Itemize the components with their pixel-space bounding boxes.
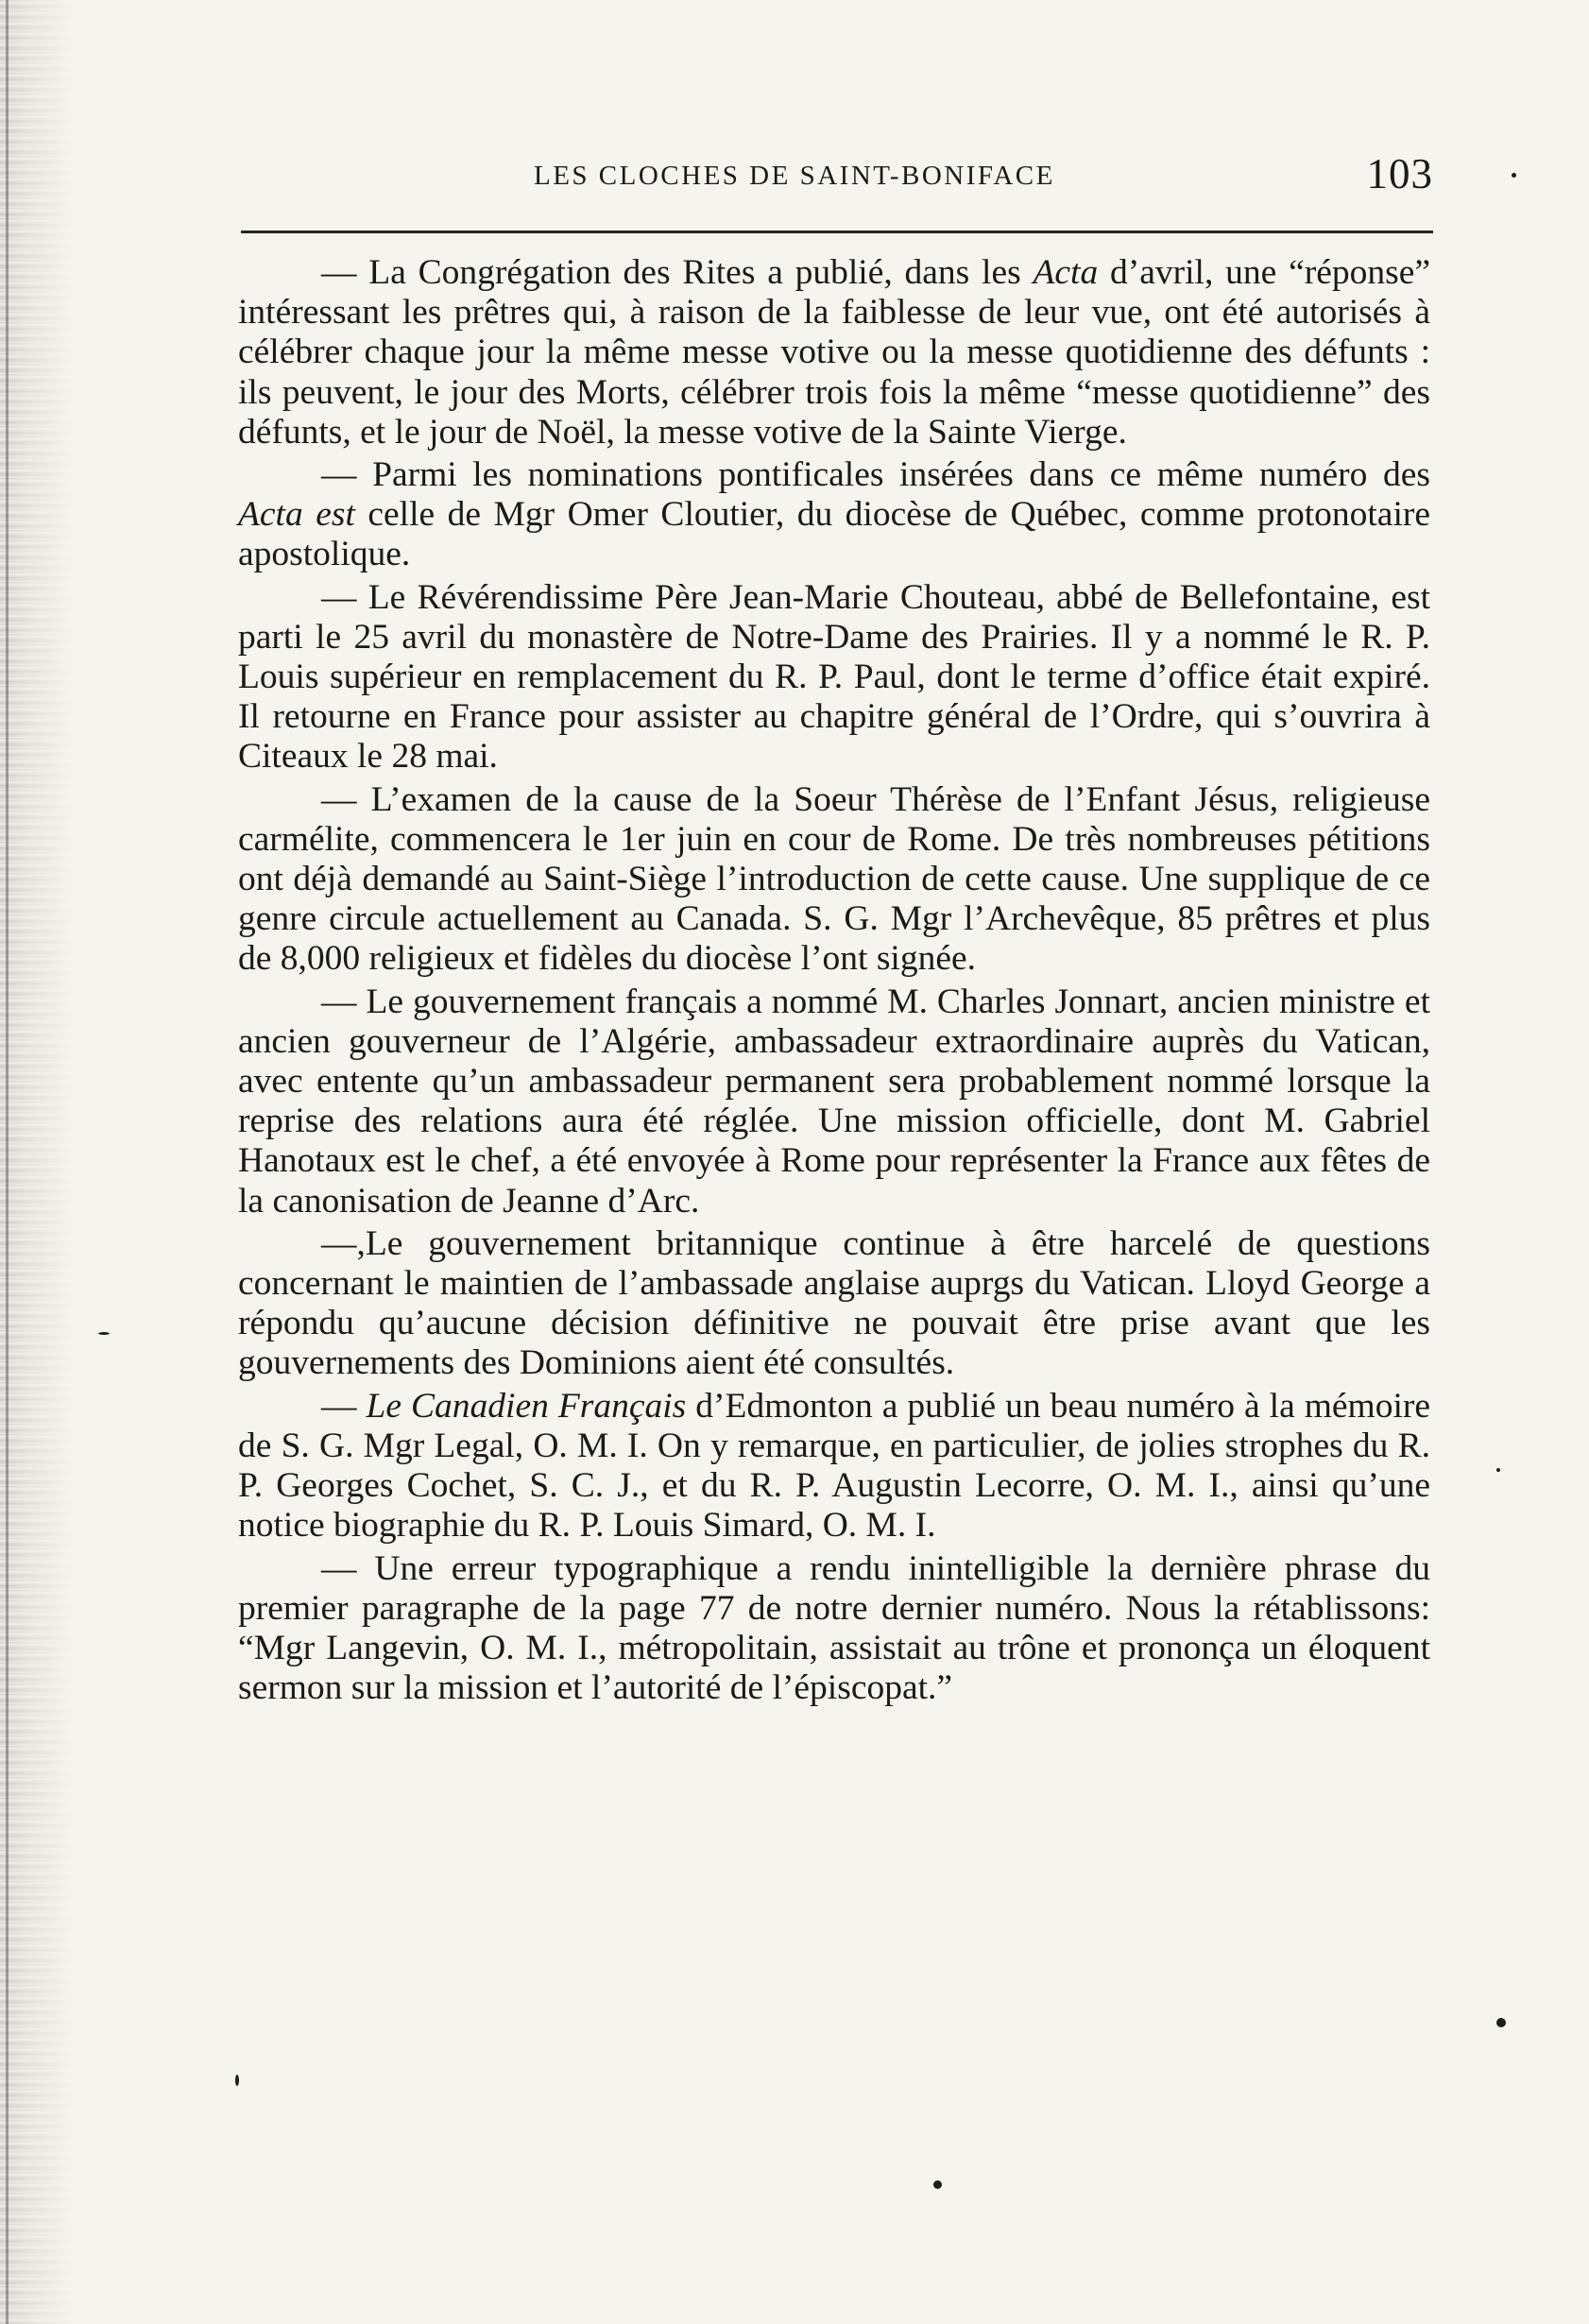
page-header <box>241 149 1433 206</box>
body-text <box>238 253 1430 1711</box>
text-run: celle de Mgr Omer Cloutier, du diocèse de Québec, comme protonotaire apostolique. <box>238 495 1430 574</box>
ink-speck <box>235 2075 239 2086</box>
text-run: — <box>321 1386 367 1426</box>
scan-binding-line <box>6 0 9 2324</box>
italic-text: Le Canadien Français <box>366 1386 687 1426</box>
paragraph <box>238 578 1430 778</box>
page-number: 103 <box>1366 150 1433 197</box>
paragraph <box>238 253 1430 453</box>
text-run: — Parmi les nominations pontificales insérées dans ce même numéro des <box>321 455 1430 495</box>
ink-speck <box>1496 1468 1500 1472</box>
ink-speck <box>1512 173 1516 178</box>
text-run: — Le Révérendissime Père Jean-Marie Chouteau, abbé de Bellefontaine, est parti le 25 avril du monastère de Notre-Dame des Prairies. Il y a nommé le R. P. Louis supérieur en remplacement du R. P. Paul, dont le terme d’office était expiré. Il retourne en France pour assister au chapitre général de l’Ordre, qui s’ouvrira à Citeaux le 28 mai. <box>238 577 1430 777</box>
text-run: d’avril, une “réponse” intéressant les prêtres qui, à raison de la faiblesse de leur vue, ont été autorisés à célébrer chaque jour la même messe votive ou la messe quotidienne des défunts : ils peuvent, le jour des Morts, célébrer trois fois la même “messe quotidienne” des défunts, et le jour de Noël, la messe votive de la Sainte Vierge. <box>238 253 1430 452</box>
paragraph <box>238 1224 1430 1384</box>
italic-text: Acta est <box>238 495 355 535</box>
header-rule <box>241 231 1433 233</box>
ink-speck <box>98 1332 110 1335</box>
text-run: — L’examen de la cause de la Soeur Thérèse de l’Enfant Jésus, religieuse carmélite, commencera le 1er juin en cour de Rome. De très nombreuses pétitions ont déjà demandé au Saint-Siège l’introduction de cette cause. Une supplique de ce genre circule actuellement au Canada. S. G. Mgr l’Archevêque, 85 prêtres et plus de 8,000 religieux et fidèles du diocèse l’ont signée. <box>238 779 1430 979</box>
paragraph <box>238 1549 1430 1709</box>
ink-speck <box>933 2180 942 2189</box>
paragraph <box>238 455 1430 575</box>
italic-text: Acta <box>1033 253 1099 292</box>
paragraph <box>238 1387 1430 1546</box>
paragraph <box>238 780 1430 980</box>
text-run: — La Congrégation des Rites a publié, dans les <box>321 253 1034 292</box>
text-run: d’Edmonton a publié un beau numéro à la mémoire de S. G. Mgr Legal, O. M. I. On y remarque, en particulier, de jolies strophes du R. P. Georges Cochet, S. C. J., et du R. P. Augustin Lecorre, O. M. I., ainsi qu’une notice biographie du R. P. Louis Simard, O. M. I. <box>238 1386 1431 1546</box>
ink-speck <box>1496 2018 1506 2027</box>
scan-binding-edge <box>0 0 76 2324</box>
text-run: —,Le gouvernement britannique continue à être harcelé de questions concernant le maintien de l’ambassade anglaise auprgs du Vatican. Lloyd George a répondu qu’aucune décision définitive ne pouvait être prise avant que les gouvernements des Dominions aient été consultés. <box>238 1223 1430 1383</box>
text-run: — Une erreur typographique a rendu inintelligible la dernière phrase du premier paragraphe de la page 77 de notre dernier numéro. Nous la rétablissons: “Mgr Langevin, O. M. I., métropolitain, assistait au trône et prononça un éloquent sermon sur la mission et l’autorité de l’épiscopat.” <box>238 1548 1430 1708</box>
text-run: — Le gouvernement français a nommé M. Charles Jonnart, ancien ministre et ancien gouverneur de l’Algérie, ambassadeur extraordinaire auprès du Vatican, avec entente qu’un ambassadeur permanent sera probablement nommé lorsque la reprise des relations aura été réglée. Une mission officielle, dont M. Gabriel Hanotaux est le chef, a été envoyée à Rome pour représenter la France aux fêtes de la canonisation de Jeanne d’Arc. <box>238 982 1430 1221</box>
paragraph <box>238 983 1430 1222</box>
running-title: LES CLOCHES DE SAINT-BONIFACE <box>534 161 1055 191</box>
